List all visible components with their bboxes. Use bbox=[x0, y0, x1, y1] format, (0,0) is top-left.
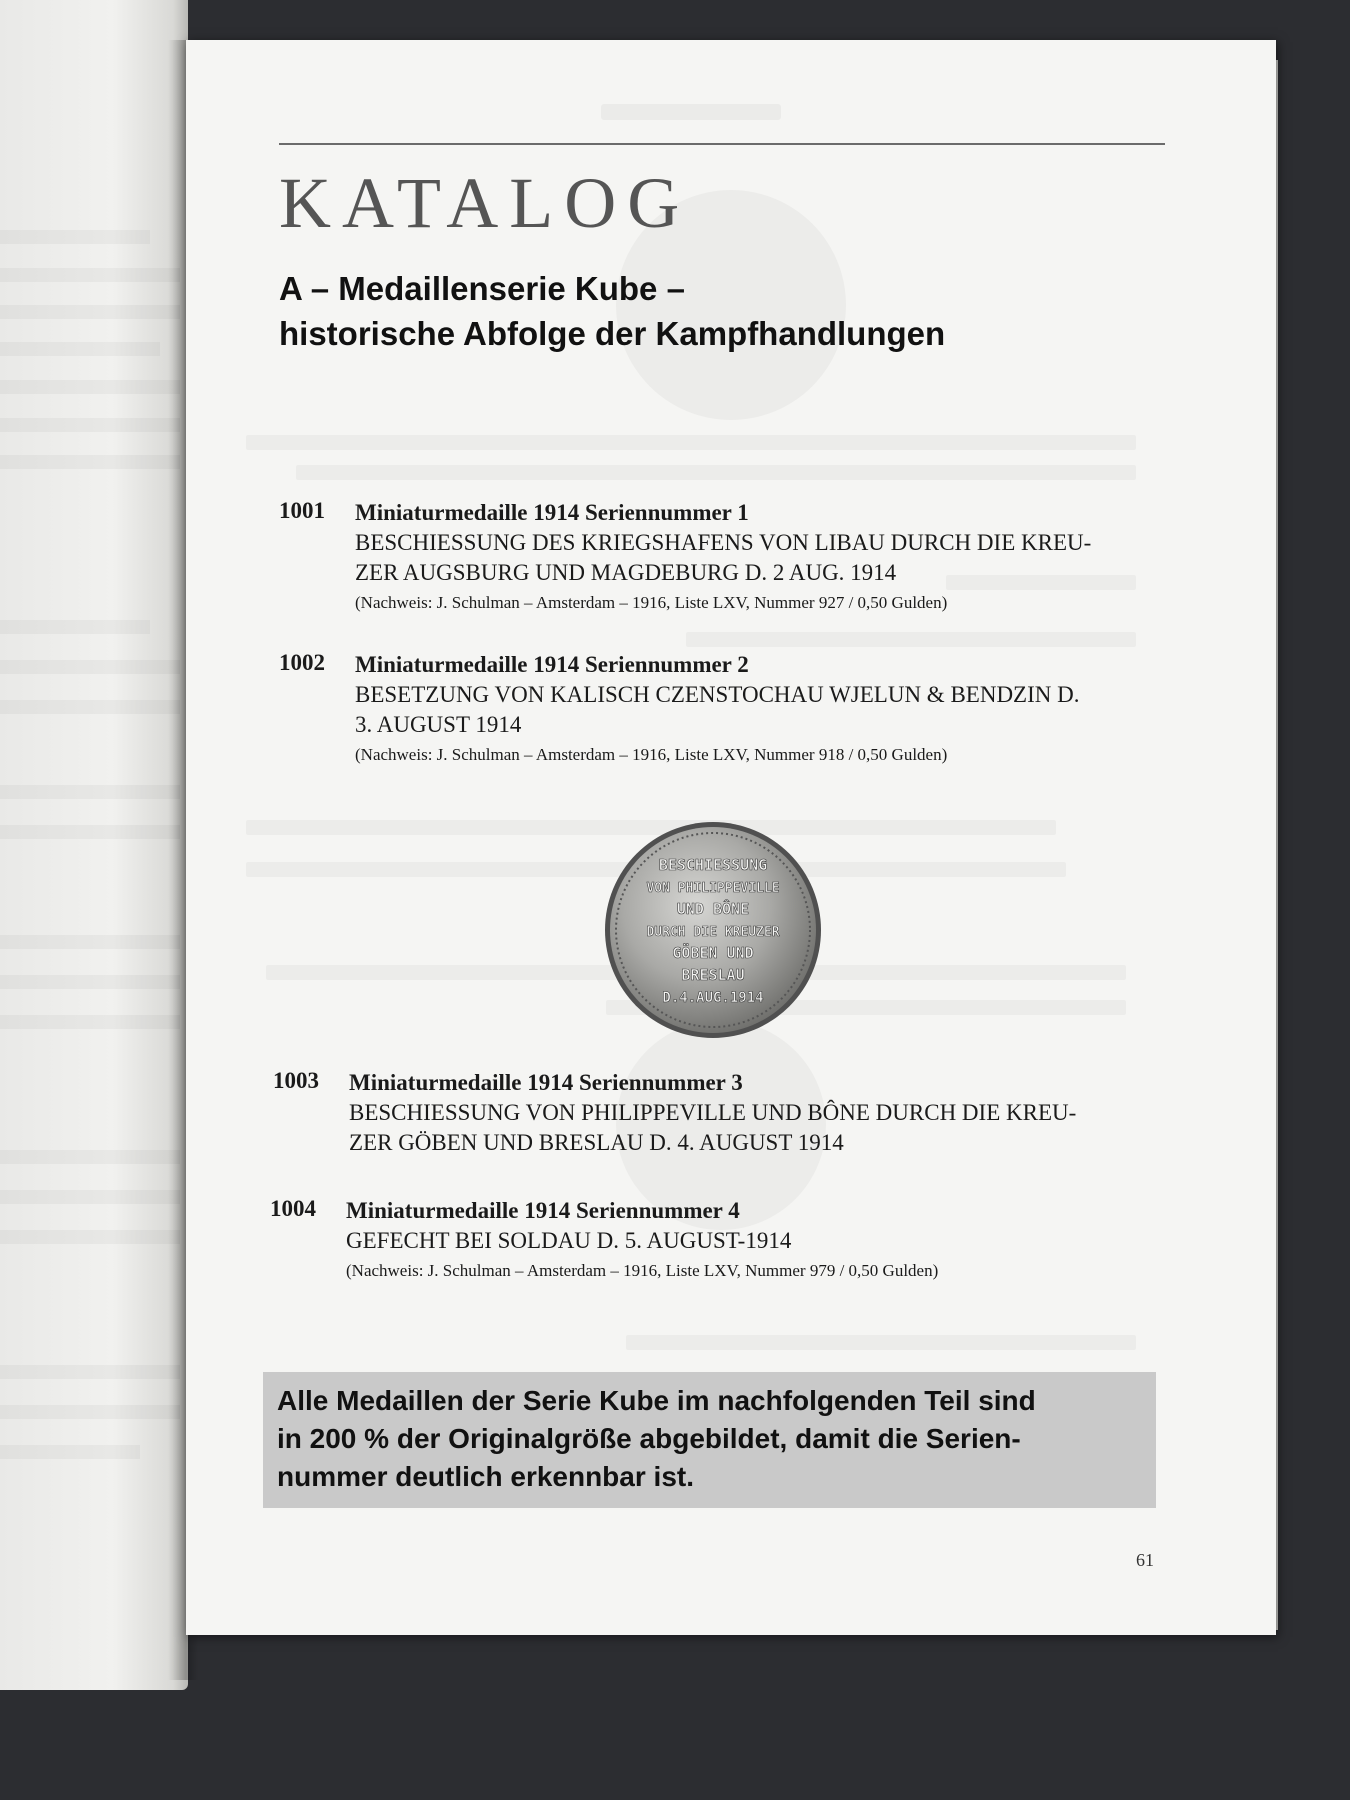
left-page-ghost-text bbox=[0, 1015, 180, 1029]
left-facing-page bbox=[0, 0, 188, 1690]
entry-source: (Nachweis: J. Schulman – Amsterdam – 1916, Liste LXV, Nummer 918 / 0,50 Gulden) bbox=[355, 745, 948, 764]
entry-title: Miniaturmedaille 1914 Seriennummer 3 bbox=[349, 1070, 743, 1095]
left-page-ghost-text bbox=[0, 305, 180, 319]
left-page-ghost-text bbox=[0, 620, 150, 634]
show-through-text bbox=[626, 1335, 1136, 1350]
medal-image bbox=[603, 820, 823, 1040]
entry-title: Miniaturmedaille 1914 Seriennummer 1 bbox=[355, 500, 749, 525]
medal-inscription-line: GÖBEN UND bbox=[672, 944, 754, 962]
left-page-ghost-text bbox=[0, 700, 180, 714]
entry-source: (Nachweis: J. Schulman – Amsterdam – 1916, Liste LXV, Nummer 927 / 0,50 Gulden) bbox=[355, 593, 948, 612]
left-page-ghost-text bbox=[0, 268, 180, 282]
entry-description-line: GEFECHT BEI SOLDAU D. 5. AUGUST-1914 bbox=[346, 1228, 792, 1253]
notice-line: Alle Medaillen der Serie Kube im nachfolgenden Teil sind bbox=[277, 1385, 1036, 1416]
show-through-text bbox=[686, 632, 1136, 647]
section-heading-line: historische Abfolge der Kampfhandlungen bbox=[279, 315, 946, 352]
left-page-ghost-text bbox=[0, 342, 160, 356]
medal-inscription-line: UND BÔNE bbox=[676, 900, 750, 918]
left-page-ghost-text bbox=[0, 418, 180, 432]
show-through-text bbox=[246, 435, 1136, 450]
entry-description-line: BESCHIESSUNG DES KRIEGSHAFENS VON LIBAU DURCH DIE KREU- bbox=[355, 530, 1092, 555]
entry-source: (Nachweis: J. Schulman – Amsterdam – 1916, Liste LXV, Nummer 979 / 0,50 Gulden) bbox=[346, 1261, 939, 1280]
header-rule bbox=[279, 143, 1165, 145]
catalog-page bbox=[186, 40, 1276, 1635]
section-heading bbox=[279, 266, 945, 356]
entry-description-line: 3. AUGUST 1914 bbox=[355, 712, 522, 737]
entry-number: 1003 bbox=[273, 1068, 319, 1093]
entry-number: 1002 bbox=[279, 650, 325, 675]
entry-description-line: ZER AUGSBURG UND MAGDEBURG D. 2 AUG. 1914 bbox=[355, 560, 897, 585]
entry-description-line: BESETZUNG VON KALISCH CZENSTOCHAU WJELUN & BENDZIN D. bbox=[355, 682, 1080, 707]
left-page-ghost-text bbox=[0, 455, 180, 469]
left-page-ghost-text bbox=[0, 1190, 180, 1204]
notice-line: nummer deutlich erkennbar ist. bbox=[277, 1461, 694, 1492]
left-page-ghost-text bbox=[0, 935, 180, 949]
entry-number: 1004 bbox=[270, 1196, 316, 1221]
entry-number: 1001 bbox=[279, 498, 325, 523]
show-through-text bbox=[296, 465, 1136, 480]
left-page-ghost-text bbox=[0, 1230, 180, 1244]
notice-box bbox=[263, 1372, 1156, 1508]
left-page-ghost-text bbox=[0, 975, 180, 989]
entry-title: Miniaturmedaille 1914 Seriennummer 4 bbox=[346, 1198, 740, 1223]
left-page-ghost-text bbox=[0, 380, 180, 394]
left-page-ghost-text bbox=[0, 785, 180, 799]
medal-inscription-line: VON PHILIPPEVILLE bbox=[646, 881, 780, 896]
section-heading-line: A – Medaillenserie Kube – bbox=[279, 270, 685, 307]
medal-inscription-line: DURCH DIE KREUZER bbox=[646, 925, 780, 940]
left-page-ghost-text bbox=[0, 1365, 180, 1379]
left-page-ghost-text bbox=[0, 1150, 180, 1164]
medal-inscription-line: D.4.AUG.1914 bbox=[662, 990, 764, 1006]
entry-title: Miniaturmedaille 1914 Seriennummer 2 bbox=[355, 652, 749, 677]
entry-description-line: BESCHIESSUNG VON PHILIPPEVILLE UND BÔNE DURCH DIE KREU- bbox=[349, 1100, 1077, 1125]
show-through-header bbox=[601, 104, 781, 120]
medal-inscription-line: BESCHIESSUNG bbox=[658, 856, 768, 874]
notice-text bbox=[277, 1382, 1036, 1496]
left-page-ghost-text bbox=[0, 660, 180, 674]
left-page-ghost-text bbox=[0, 825, 180, 839]
page-number: 61 bbox=[1136, 1550, 1154, 1570]
entry-description-line: ZER GÖBEN UND BRESLAU D. 4. AUGUST 1914 bbox=[349, 1130, 844, 1155]
page-title: KATALOG bbox=[279, 163, 691, 243]
left-page-ghost-text bbox=[0, 230, 150, 244]
left-page-ghost-text bbox=[0, 1445, 140, 1459]
medal-inscription-line: BRESLAU bbox=[681, 966, 745, 984]
left-page-ghost-text bbox=[0, 1405, 180, 1419]
notice-line: in 200 % der Originalgröße abgebildet, damit die Serien- bbox=[277, 1423, 1021, 1454]
